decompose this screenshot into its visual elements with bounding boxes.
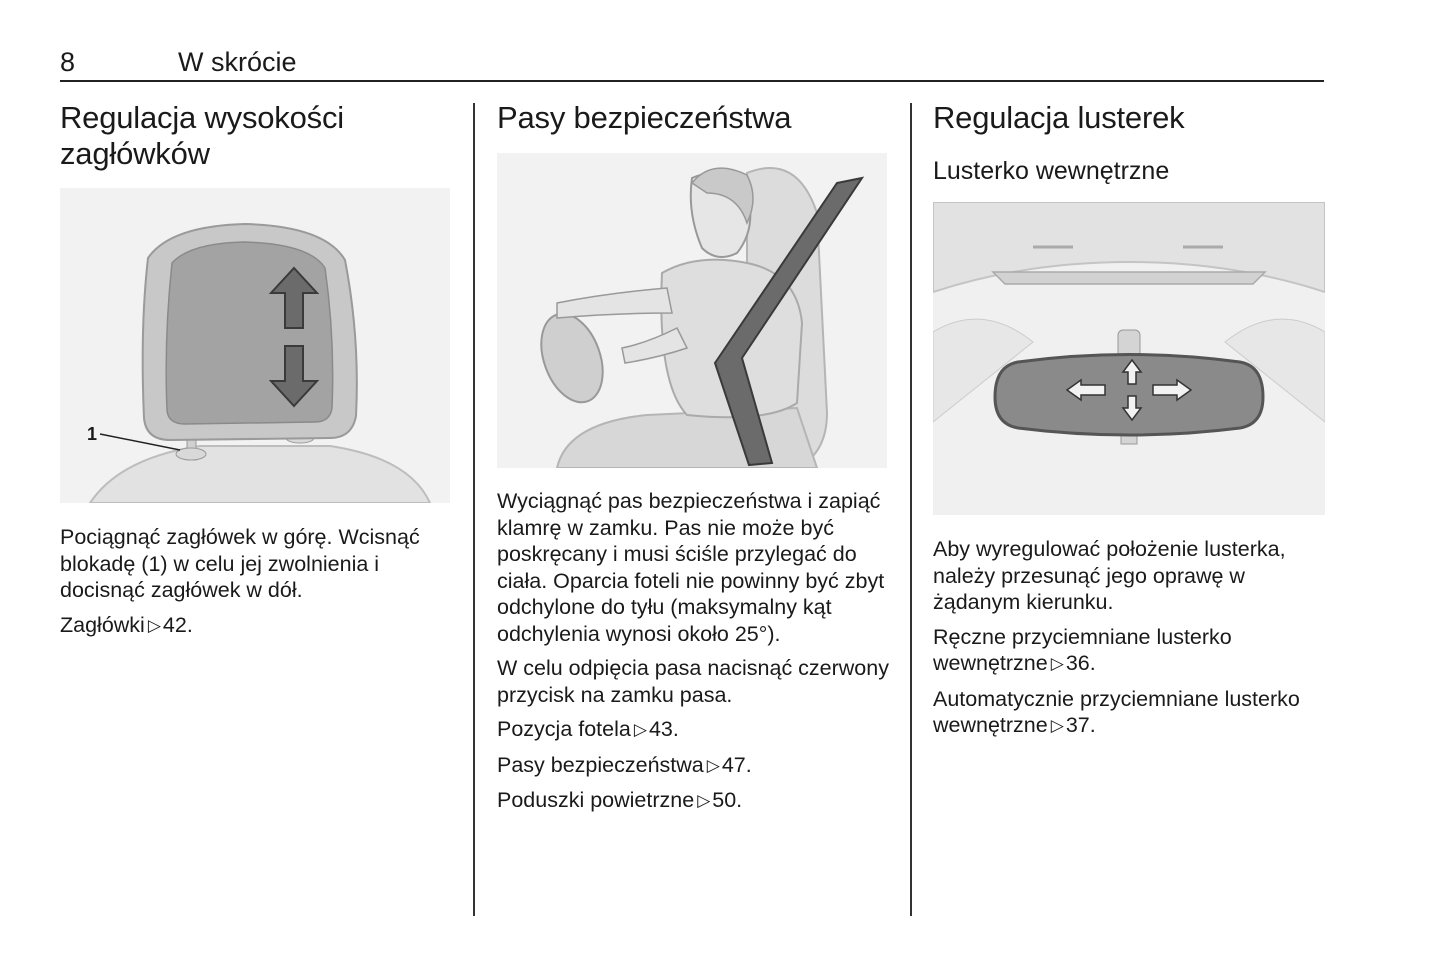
section-title: Regulacja lusterek <box>933 100 1185 135</box>
hollow-right-triangle-icon: ▷ <box>633 720 647 739</box>
section-title: Pasy bezpieczeństwa <box>497 100 792 135</box>
paragraph: Pociągnąć zagłówek w górę. Wcisnąć blokadę (1) w celu jej zwolnienia i docisnąć zagłówek w dół. <box>60 525 420 602</box>
seatbelt-text <box>497 488 892 815</box>
section-title: Regulacja wysokości zagłówków <box>60 100 344 171</box>
hollow-right-triangle-icon: ▷ <box>1050 654 1064 673</box>
section-subtitle: Lusterko wewnętrzne <box>933 157 1170 185</box>
mirror-figure <box>933 202 1325 515</box>
page-reference[interactable]: Ręczne przyciemniane lusterko wewnętrzne ▷36. <box>933 624 1328 678</box>
page-number: 8 <box>60 47 76 77</box>
headrest-figure <box>60 188 450 503</box>
section-seatbelt <box>497 100 892 136</box>
seatbelt-figure <box>497 153 887 468</box>
mirror-text <box>933 536 1328 740</box>
column-divider <box>473 103 475 916</box>
headrest-text <box>60 524 455 639</box>
header-divider <box>60 80 1324 82</box>
hollow-right-triangle-icon: ▷ <box>147 615 161 635</box>
page-reference[interactable]: Pozycja fotela ▷43. <box>497 716 892 744</box>
section-headrest <box>60 100 455 172</box>
page-reference[interactable]: Zagłówki ▷42. <box>60 612 455 640</box>
column-divider <box>910 103 912 916</box>
hollow-right-triangle-icon: ▷ <box>697 791 711 810</box>
paragraph: Wyciągnąć pas bezpieczeństwa i zapiąć klamrę w zamku. Pas nie może być poskręcany i musi ściśle przylegać do ciała. Oparcia foteli nie powinny być zbyt odchylone do tyłu (maksymalny kąt odchylenia wynosi około 25°). <box>497 489 885 646</box>
paragraph: W celu odpięcia pasa nacisnąć czerwony przycisk na zamku pasa. <box>497 656 889 707</box>
page-reference[interactable]: Poduszki powietrzne ▷50. <box>497 787 892 815</box>
page-reference[interactable]: Automatycznie przyciemniane lusterko wewnętrzne ▷37. <box>933 686 1328 740</box>
page-header <box>60 44 1324 80</box>
paragraph: Aby wyregulować położenie lusterka, należy przesunąć jego oprawę w żądanym kierunku. <box>933 537 1286 614</box>
figure-callout: 1 <box>87 424 98 444</box>
page-reference[interactable]: Pasy bezpieczeństwa ▷47. <box>497 752 892 780</box>
hollow-right-triangle-icon: ▷ <box>1050 716 1064 735</box>
hollow-right-triangle-icon: ▷ <box>706 755 720 775</box>
chapter-title: W skrócie <box>178 47 297 77</box>
section-mirrors <box>933 100 1328 186</box>
